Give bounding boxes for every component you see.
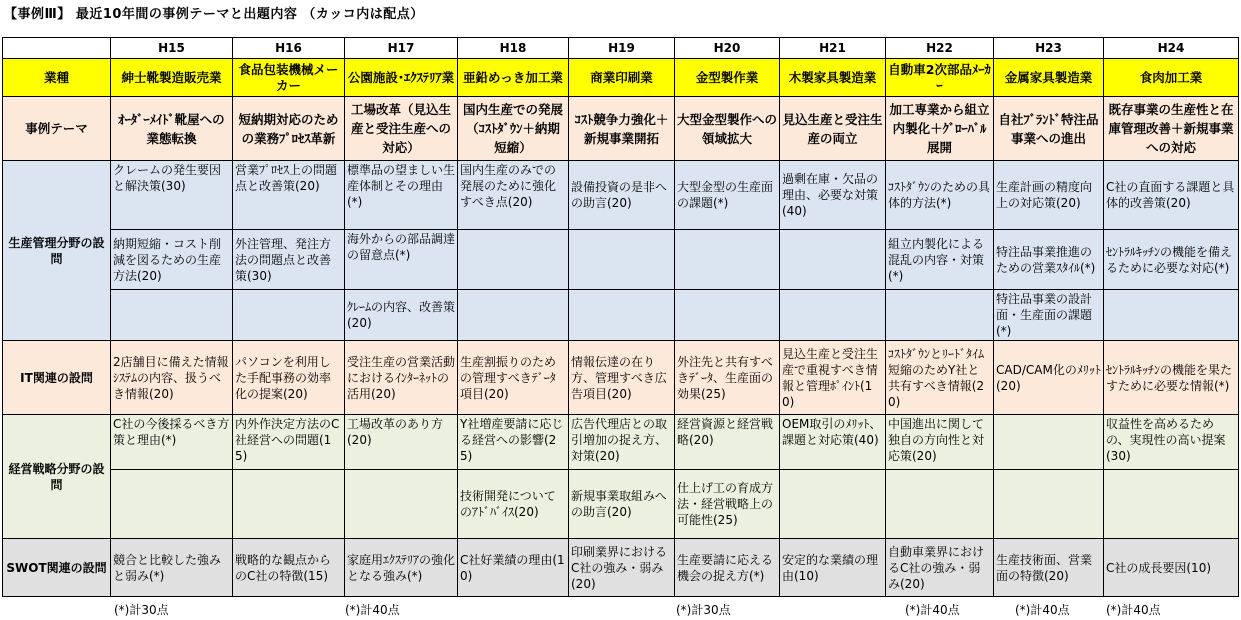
theme-h15: ｵｰﾀﾞｰﾒｲﾄﾞ靴屋への業態転換 <box>111 97 233 161</box>
production-row-1 <box>3 161 1239 230</box>
production-cell: 外注管理、発注方法の問題点と改善策(30) <box>233 230 345 290</box>
production-cell <box>780 230 886 290</box>
management-cell: OEM取引のﾒﾘｯﾄ、課題と対応策(40) <box>780 415 886 470</box>
management-cell: 経営資源と経営戦略(20) <box>675 415 780 470</box>
production-cell: 営業ﾌﾟﾛｾｽ上の問題点と改善策(20) <box>233 161 345 230</box>
it-cell: パソコンを利用した手配事務の効率化の提案(20) <box>233 341 345 415</box>
it-cell: ｾﾝﾄﾗﾙｷｯﾁﾝの機能を果たすために必要な情報(*) <box>1104 341 1239 415</box>
industry-h16: 食品包装機械メーカー <box>233 59 345 97</box>
production-cell: 生産計画の精度向上の対応策(20) <box>994 161 1104 230</box>
management-cell: 収益性を高めるための、実現性の高い提案(30) <box>1104 415 1239 470</box>
industry-h18: 亜鉛めっき加工業 <box>458 59 569 97</box>
production-cell: 大型金型の生産面の課題(*) <box>675 161 780 230</box>
swot-cell: 生産要請に応える機会の捉え方(*) <box>675 539 780 597</box>
year-h18: H18 <box>458 38 569 59</box>
management-cell: 中国進出に関して独自の方向性と対応策(20) <box>886 415 994 470</box>
note-h17: (*)計40点 <box>345 603 400 617</box>
it-cell: ｺｽﾄﾀﾞｳﾝとﾘｰﾄﾞﾀｲﾑ短縮のためY社と共有すべき情報(20) <box>886 341 994 415</box>
note-h15: (*)計30点 <box>114 603 169 617</box>
score-notes <box>0 601 1241 619</box>
management-cell <box>345 470 458 539</box>
industry-h24: 食肉加工業 <box>1104 59 1239 97</box>
industry-label: 業種 <box>3 59 111 97</box>
production-cell: C社の直面する課題と具体的改善策(20) <box>1104 161 1239 230</box>
management-cell: 新規事業取組みへの助言(20) <box>569 470 675 539</box>
year-h23: H23 <box>994 38 1104 59</box>
it-cell: 外注先と共有すべきﾃﾞｰﾀ、生産面の効果(25) <box>675 341 780 415</box>
management-cell: 内外作決定方法のC社経営への問題(15) <box>233 415 345 470</box>
industry-h23: 金属家具製造業 <box>994 59 1104 97</box>
production-cell: ｾﾝﾄﾗﾙｷｯﾁﾝの機能を備えるために必要な対応(*) <box>1104 230 1239 290</box>
note-h20: (*)計30点 <box>676 603 731 617</box>
management-label: 経営戦略分野の設問 <box>3 415 111 539</box>
management-cell <box>994 470 1104 539</box>
theme-h21: 見込生産と受注生産の両立 <box>780 97 886 161</box>
page-title: 【事例Ⅲ】 最近10年間の事例テーマと出題内容 （カッコ内は配点） <box>4 7 424 22</box>
theme-h20: 大型金型製作への領域拡大 <box>675 97 780 161</box>
year-h22: H22 <box>886 38 994 59</box>
swot-cell: 戦略的な観点からのC社の特徴(15) <box>233 539 345 597</box>
production-row-3 <box>3 290 1239 341</box>
it-cell: CAD/CAM化のﾒﾘｯﾄ(20) <box>994 341 1104 415</box>
swot-cell: 印刷業界におけるC社の強み・弱み(20) <box>569 539 675 597</box>
management-cell <box>994 415 1104 470</box>
industry-h22: 自動車2次部品ﾒｰｶｰ <box>886 59 994 97</box>
production-cell <box>458 230 569 290</box>
production-cell: ｺｽﾄﾀﾞｳﾝのための具体的方法(*) <box>886 161 994 230</box>
management-cell: 広告代理店との取引増加の捉え方、対策(20) <box>569 415 675 470</box>
management-cell: C社の今後採るべき方策と理由(*) <box>111 415 233 470</box>
production-cell <box>675 290 780 341</box>
theme-h24: 既存事業の生産性と在庫管理改善＋新規事業への対応 <box>1104 97 1239 161</box>
production-cell: 海外からの部品調達の留意点(*) <box>345 230 458 290</box>
swot-cell: C社好業績の理由(10) <box>458 539 569 597</box>
corner-cell <box>3 38 111 59</box>
production-cell: 特注品事業推進のための営業ｽﾀｲﾙ(*) <box>994 230 1104 290</box>
year-h21: H21 <box>780 38 886 59</box>
theme-h18: 国内生産での発展（ｺｽﾄﾀﾞｳﾝ＋納期短縮） <box>458 97 569 161</box>
theme-label: 事例テーマ <box>3 97 111 161</box>
management-row-1 <box>3 415 1239 470</box>
year-h19: H19 <box>569 38 675 59</box>
note-h24: (*)計40点 <box>1106 603 1161 617</box>
year-h20: H20 <box>675 38 780 59</box>
management-cell <box>111 470 233 539</box>
swot-cell: 競合と比較した強みと弱み(*) <box>111 539 233 597</box>
note-h23: (*)計40点 <box>1015 603 1070 617</box>
production-cell <box>111 290 233 341</box>
management-cell: 技術開発についてのｱﾄﾞﾊﾞｲｽ(20) <box>458 470 569 539</box>
production-cell: 過剰在庫・欠品の理由、必要な対策(40) <box>780 161 886 230</box>
theme-row <box>3 97 1239 161</box>
year-h15: H15 <box>111 38 233 59</box>
production-cell <box>233 290 345 341</box>
production-cell: 特注品事業の設計面・生産面の課題(*) <box>994 290 1104 341</box>
management-cell <box>233 470 345 539</box>
management-row-2 <box>3 470 1239 539</box>
industry-h20: 金型製作業 <box>675 59 780 97</box>
swot-cell: 自動車業界におけるC社の強み・弱み(20) <box>886 539 994 597</box>
production-cell <box>569 290 675 341</box>
production-cell <box>780 290 886 341</box>
production-label: 生産管理分野の設問 <box>3 161 111 341</box>
industry-h21: 木製家具製造業 <box>780 59 886 97</box>
swot-cell: C社の成長要因(10) <box>1104 539 1239 597</box>
industry-h19: 商業印刷業 <box>569 59 675 97</box>
swot-cell: 生産技術面、営業面の特徴(20) <box>994 539 1104 597</box>
it-cell: 2店舗目に備えた情報ｼｽﾃﾑの内容、扱うべき情報(20) <box>111 341 233 415</box>
production-cell: 標準品の望ましい生産体制とその理由(*) <box>345 161 458 230</box>
swot-label: SWOT関連の設問 <box>3 539 111 597</box>
year-header-row <box>3 38 1239 59</box>
theme-h23: 自社ﾌﾞﾗﾝﾄﾞ特注品事業への進出 <box>994 97 1104 161</box>
production-cell: 国内生産のみでの発展のために強化すべき点(20) <box>458 161 569 230</box>
management-cell <box>886 470 994 539</box>
management-cell: 仕上げ工の育成方法・経営戦略上の可能性(25) <box>675 470 780 539</box>
theme-h17: 工場改革（見込生産と受注生産への対応） <box>345 97 458 161</box>
it-cell: 生産割振りのための管理すべきﾃﾞｰﾀ項目(20) <box>458 341 569 415</box>
swot-row <box>3 539 1239 597</box>
production-cell: 納期短縮・コスト削減を図るための生産方法(20) <box>111 230 233 290</box>
management-cell <box>780 470 886 539</box>
production-cell: 組立内製化による混乱の内容・対策(*) <box>886 230 994 290</box>
management-cell <box>1104 470 1239 539</box>
theme-h16: 短納期対応のための業務ﾌﾟﾛｾｽ革新 <box>233 97 345 161</box>
year-h24: H24 <box>1104 38 1239 59</box>
industry-h15: 紳士靴製造販売業 <box>111 59 233 97</box>
production-row-2 <box>3 230 1239 290</box>
management-cell: 工場改革のあり方(20) <box>345 415 458 470</box>
it-label: IT関連の設問 <box>3 341 111 415</box>
production-cell <box>1104 290 1239 341</box>
swot-cell: 安定的な業績の理由(10) <box>780 539 886 597</box>
production-cell <box>675 230 780 290</box>
theme-h22: 加工専業から組立内製化＋ｸﾞﾛｰﾊﾞﾙ展開 <box>886 97 994 161</box>
production-cell: クレームの発生要因と解決策(30) <box>111 161 233 230</box>
exam-theme-table <box>2 37 1239 597</box>
industry-row <box>3 59 1239 97</box>
production-cell <box>886 290 994 341</box>
note-h22: (*)計40点 <box>905 603 960 617</box>
year-h16: H16 <box>233 38 345 59</box>
production-cell: 設備投資の是非への助言(20) <box>569 161 675 230</box>
production-cell <box>458 290 569 341</box>
production-cell <box>569 230 675 290</box>
theme-h19: ｺｽﾄ競争力強化＋新規事業開拓 <box>569 97 675 161</box>
industry-h17: 公園施設･ｴｸｽﾃﾘｱ業 <box>345 59 458 97</box>
it-cell: 受注生産の営業活動におけるｲﾝﾀｰﾈｯﾄの活用(20) <box>345 341 458 415</box>
it-row <box>3 341 1239 415</box>
year-h17: H17 <box>345 38 458 59</box>
production-cell: ｸﾚｰﾑの内容、改善策(20) <box>345 290 458 341</box>
swot-cell: 家庭用ｴｸｽﾃﾘｱの強化となる強み(*) <box>345 539 458 597</box>
it-cell: 見込生産と受注生産で重視すべき情報と管理ﾎﾟｲﾝﾄ(10) <box>780 341 886 415</box>
it-cell: 情報伝達の在り方、管理すべき広告項目(20) <box>569 341 675 415</box>
management-cell: Y社増産要請に応じる経営への影響(25) <box>458 415 569 470</box>
